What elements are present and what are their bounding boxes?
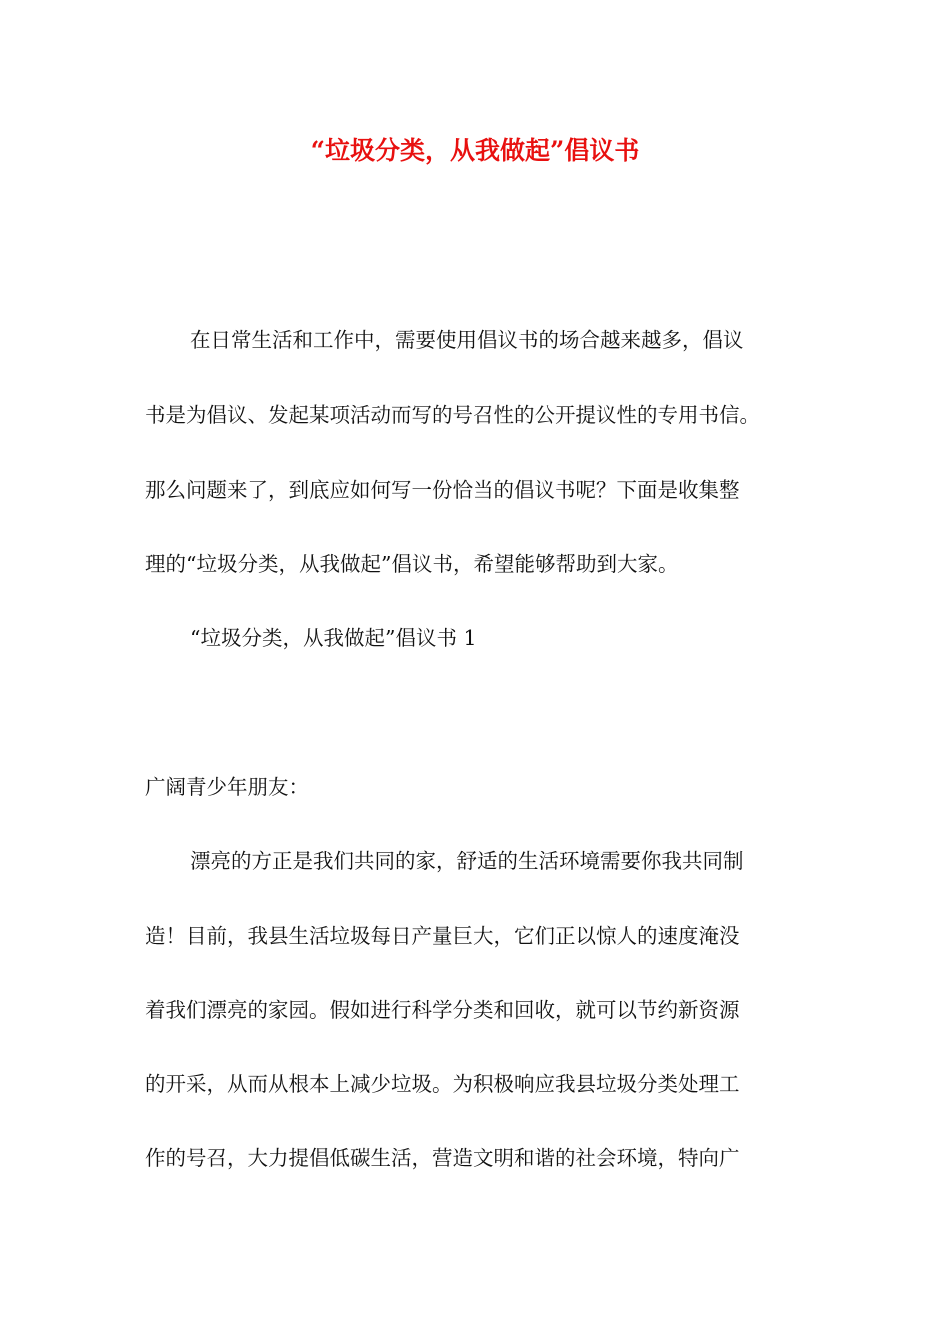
intro-line-1: 在日常生活和工作中，需要使用倡议书的场合越来越多，倡议 bbox=[190, 328, 744, 352]
intro-line-3: 那么问题来了，到底应如何写一份恰当的倡议书呢？下面是收集整 bbox=[145, 478, 740, 502]
salutation: 广阔青少年朋友： bbox=[145, 775, 309, 799]
intro-line-2: 书是为倡议、发起某项活动而写的号召性的公开提议性的专用书信。 bbox=[145, 403, 760, 427]
body-line-1: 漂亮的方正是我们共同的家，舒适的生活环境需要你我共同制 bbox=[190, 849, 744, 873]
body-line-4: 的开采，从而从根本上减少垃圾。为积极响应我县垃圾分类处理工 bbox=[145, 1072, 740, 1096]
body-line-3: 着我们漂亮的家园。假如进行科学分类和回收，就可以节约新资源 bbox=[145, 998, 740, 1022]
section-heading: “垃圾分类，从我做起”倡议书 1 bbox=[190, 626, 477, 650]
intro-line-4: 理的“垃圾分类，从我做起”倡议书，希望能够帮助到大家。 bbox=[145, 552, 679, 576]
body-line-2: 造！目前，我县生活垃圾每日产量巨大，它们正以惊人的速度淹没 bbox=[145, 924, 740, 948]
body-line-5: 作的号召，大力提倡低碳生活，营造文明和谐的社会环境，特向广 bbox=[145, 1146, 740, 1170]
document-title: “垃圾分类，从我做起”倡议书 bbox=[310, 136, 640, 165]
